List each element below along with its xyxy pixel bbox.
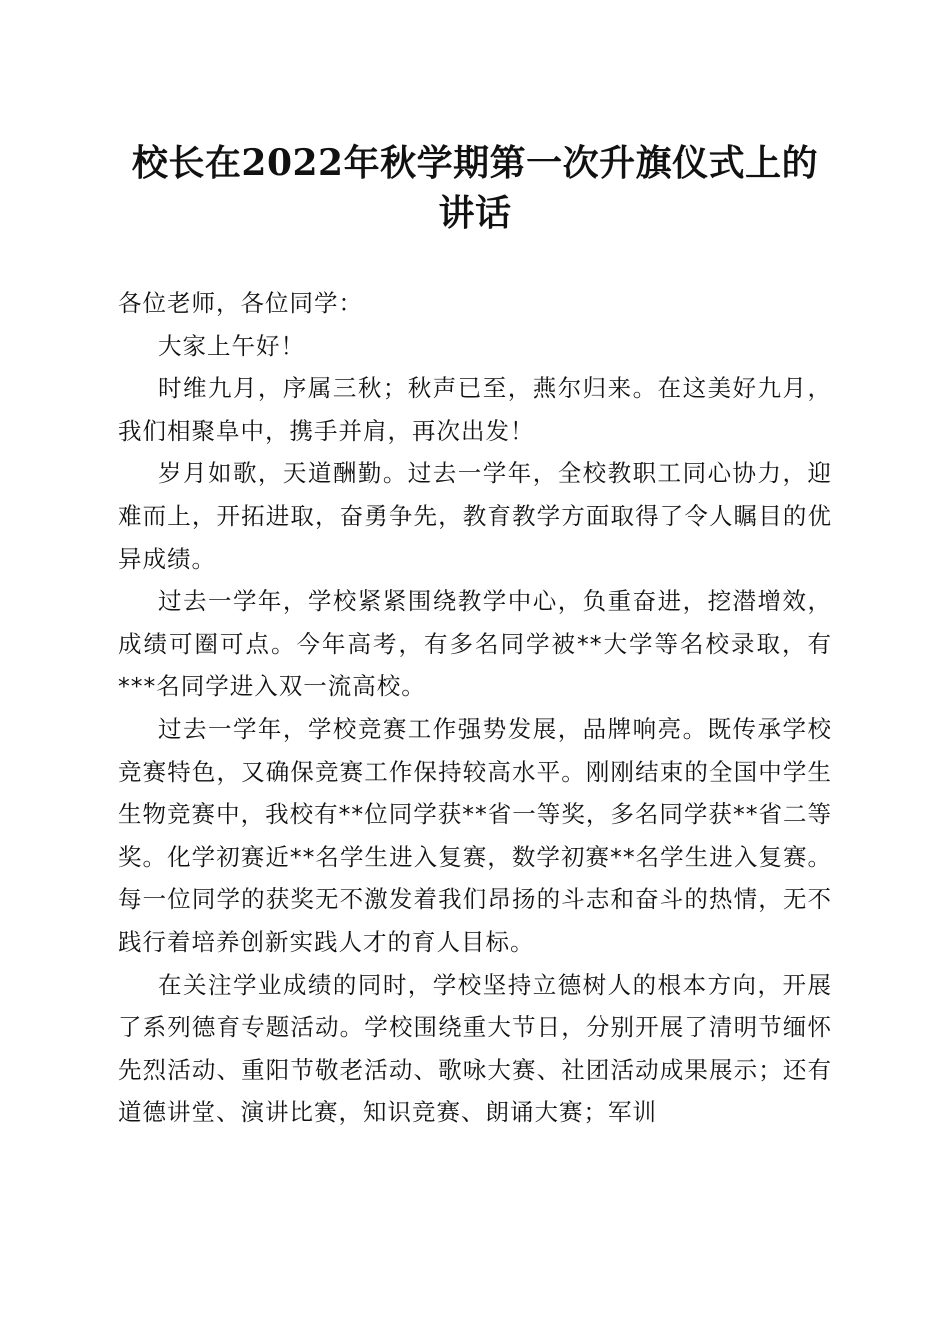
document-body [118,282,832,1134]
paragraph-moral-education: 在关注学业成绩的同时，学校坚持立德树人的根本方向，开展了系列德育专题活动。学校围绕重大节日，分别开展了清明节缅怀先烈活动、重阳节敬老活动、歌咏大赛、社团活动成果展示；还有道德讲堂、演讲比赛，知识竞赛、朗诵大赛；军训 [118,970,832,1127]
paragraph-opening: 时维九月，序属三秋；秋声已至，燕尔归来。在这美好九月，我们相聚阜中，携手并肩，再次出发！ [118,374,832,445]
salutation: 各位老师，各位同学： [118,289,363,317]
paragraph-review: 岁月如歌，天道酬勤。过去一学年，全校教职工同心协力，迎难而上，开拓进取，奋勇争先，教育教学方面取得了令人瞩目的优异成绩。 [118,459,832,573]
paragraph-academics: 过去一学年，学校紧紧围绕教学中心，负重奋进，挖潜增效，成绩可圈可点。今年高考，有多名同学被**大学等名校录取，有***名同学进入双一流高校。 [118,587,832,701]
paragraph-competitions: 过去一学年，学校竞赛工作强势发展，品牌响亮。既传承学校竞赛特色，又确保竞赛工作保持较高水平。刚刚结束的全国中学生生物竞赛中，我校有**位同学获**省一等奖，多名同学获**省二等奖。化学初赛近**名学生进入复赛，数学初赛**名学生进入复赛。每一位同学的获奖无不激发着我们昂扬的斗志和奋斗的热情，无不践行着培养创新实践人才的育人目标。 [118,714,832,956]
document-title: 校长在2022年秋学期第一次升旗仪式上的讲话 [131,142,819,234]
paragraph-greeting: 大家上午好！ [158,331,305,360]
